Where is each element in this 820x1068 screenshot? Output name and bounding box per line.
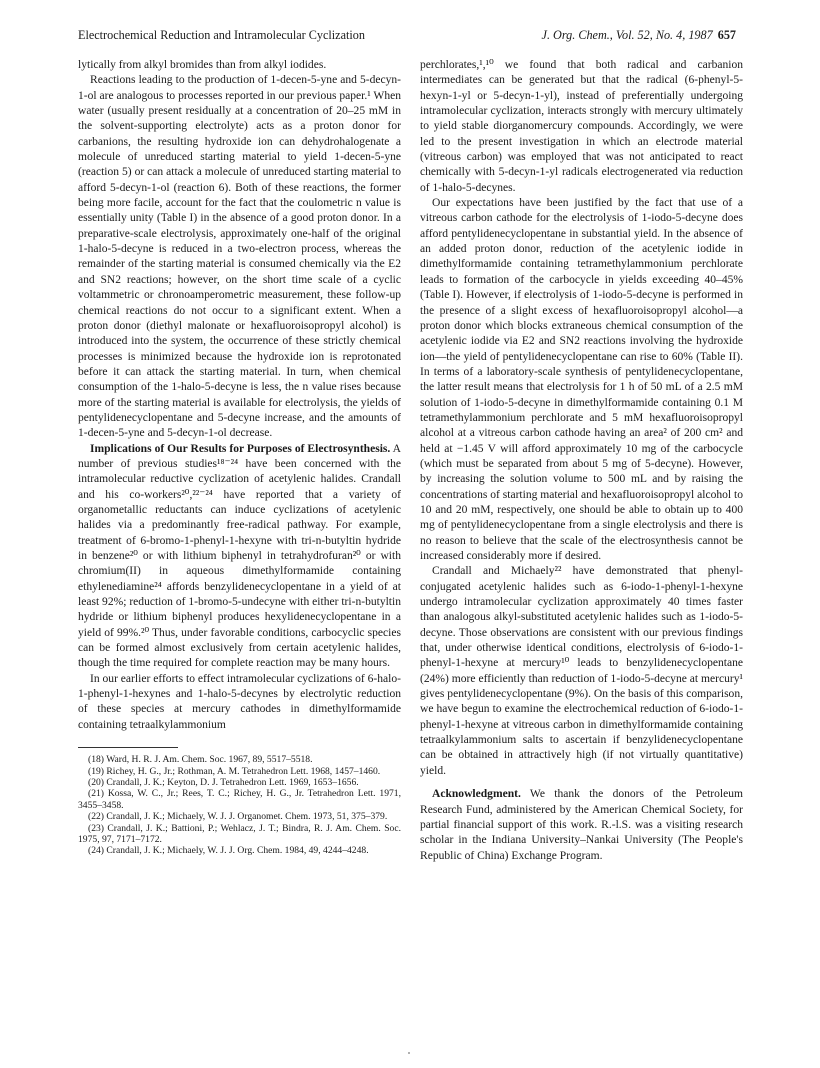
paragraph: Crandall and Michaely²² have demonstrated that phenyl-conjugated acetylenic halides such as 6-iodo-1-phenyl-1-hexyne undergo intramolecular cyclization approximately 40 times faster than analogous alkyl-substituted acetylenic halides such as 1-iodo-5-decyne. Those observations are consistent with our previous findings that, under otherwise identical conditions, electrolysis of 6-iodo-1-phenyl-1-hexyne at mercury¹⁰ leads to benzylidenecyclopentane (24%) more efficiently than reduction of 1-iodo-5-decyne at mercury¹ gives pentylidenecyclopentane (9%). On the basis of this comparison, we have begun to examine the electrochemical reduction of 6-iodo-1-phenyl-1-hexyne at vitreous carbon in dimethylformamide containing tetraalkylammonium salts to ascertain if benzylidenecyclopentane can be obtained in attractively high (if not virtually quantitative) yield. xyxy=(420,565,743,777)
page-number: 657 xyxy=(717,28,736,42)
footnote: (21) Kossa, W. C., Jr.; Rees, T. C.; Richey, H. G., Jr. Tetrahedron Lett. 1971, 3455–3458. xyxy=(78,788,401,811)
footnote-rule xyxy=(78,747,178,748)
paragraph: Our expectations have been justified by the fact that use of a vitreous carbon cathode for the electrolysis of 1-iodo-5-decyne does afford pentylidenecyclopentane in substantial yield. In the absence of an added proton donor, reduction of the acetylenic iodide in dimethylformamide containing tetramethylammonium perchlorate leads to formation of the carbocycle in yields exceeding 40–45% (Table I). However, if electrolysis of 1-iodo-5-decyne is performed in the presence of a slight excess of hexafluoroisopropyl alcohol—a proton donor which blocks extraneous chemical consumption of the acetylenic iodide via E2 and SN2 reactions involving the hydroxide ion—the yield of pentylidenecyclopentane can rise to 60% (Table II). In terms of a laboratory-scale synthesis of pentylidenecyclopentane, the latter result means that electrolysis for 1 h of 50 mL of a 2.5 mM solution of 1-iodo-5-decyne in dimethylformamide containing 0.1 M tetramethylammonium perchlorate and 5 mM hexafluoroisopropyl alcohol at a vitreous carbon cathode having an area² of 200 cm² and held at −1.45 V will afford approximately 10 mg of the carbocycle (which must be separated from about 5 mg of 5-decyne). However, by increasing the solution volume to 500 mL and by raising the concentrations of starting material and hexafluoroisopropyl alcohol to 10 and 20 mM, respectively, one should be able to obtain up to 400 mg of pentylidenecyclopentane from a single electrolysis and there is no reason to believe that the scale of the electrosynthesis cannot be increased considerably more if desired. xyxy=(420,197,743,562)
acknowledgment-heading: Acknowledgment. xyxy=(432,788,521,801)
footnote: (19) Richey, H. G., Jr.; Rothman, A. M. Tetrahedron Lett. 1968, 1457–1460. xyxy=(88,765,381,777)
paragraph: In our earlier efforts to effect intramolecular cyclizations of 6-halo-1-phenyl-1-hexynes and 1-halo-5-decynes by electrolytic reduction of these species at mercury cathodes in dimethylformamide containing tetraalkylammonium xyxy=(78,672,401,731)
acknowledgment-text: We thank the donors of the Petroleum Research Fund, administered by the American Chemical Society, for partial financial support of this work. R.-l.S. was a visiting research scholar in the Indiana University–Nankai University (The People's Republic of China) Exchange Program. xyxy=(420,788,743,862)
footnotes xyxy=(78,754,401,857)
footnote: (20) Crandall, J. K.; Keyton, D. J. Tetrahedron Lett. 1969, 1653–1656. xyxy=(88,776,359,788)
footnote: (23) Crandall, J. K.; Battioni, P.; Wehlacz, J. T.; Bindra, R. J. Am. Chem. Soc. 1975, 97, 7171–7172. xyxy=(78,822,401,845)
page-mark xyxy=(408,1052,410,1054)
footnote: (18) Ward, H. R. J. Am. Chem. Soc. 1967, 89, 5517–5518. xyxy=(88,754,313,766)
paragraph-text: A number of previous studies¹⁸⁻²⁴ have been concerned with the intramolecular reductive cyclization of acetylenic halides. Crandall and his co-workers²⁰,²²⁻²⁴ have reported that a variety of organometallic reductants can induce cyclizations of acetylenic halides via a predominantly free-radical pathway. For example, treatment of 6-bromo-1-phenyl-1-hexyne with tri-n-butyltin hydride in benzene²⁰ or with lithium biphenyl in tetrahydrofuran²⁰ or with chromium(II) in aqueous dimethylformamide containing ethylenediamine²⁴ affords benzylidenecyclopentane in a yield of at least 92%; reduction of 1-bromo-5-undecyne with either tri-n-butyltin hydride or lithium biphenyl produces hexylidenecyclopentane in a yield of 99%.²⁰ Thus, under favorable conditions, carbocyclic species can be formed almost exclusively from certain acetylenic halides, though the time required for complete reaction may be many hours. xyxy=(78,442,401,670)
running-header xyxy=(78,28,736,48)
journal-citation xyxy=(542,28,736,43)
footnote: (24) Crandall, J. K.; Michaely, W. J. J. Org. Chem. 1984, 49, 4244–4248. xyxy=(88,845,369,857)
paragraph: Reactions leading to the production of 1-decen-5-yne and 5-decyn-1-ol are analogous to processes reported in our previous paper.¹ When water (usually present residually at a concentration of 20–25 mM in the solvent-supporting electrolyte) acts as a proton donor for carbanions, the resulting hydroxide ion can dehydrohalogenate a molecule of unreduced starting material to yield 1-decen-5-yne (reaction 5) or can attack a molecule of unreduced starting material to afford 5-decyn-1-ol (reaction 6). Both of these reactions, the former being more facile, account for the fact that the coulometric n value is essentially unity (Table I) in the absence of a good proton donor. In a preparative-scale electrolysis, approximately one-half of the original 1-halo-5-decyne is reduced in a two-electron process, whereas the remainder of the starting material is consumed chemically via the E2 and SN2 reactions; however, on the short time scale of a cyclic voltammetric or chronoamperometric measurement, these follow-up chemical reactions do not occur to a significant extent. When a proton donor (diethyl malonate or hexafluoroisopropyl alcohol) is introduced into the system, the occurrence of these strictly chemical processes is minimized because the hydroxide ion is reprotonated before it can attack the starting material. In turn, when chemical consumption of the 1-halo-5-decyne is less, the n value rises because more of the starting material is available for electrolysis, the yields of pentylidenecyclopentane and 5-decyne increase, and the amounts of 1-decen-5-yne and 5-decyn-1-ol decrease. xyxy=(78,74,401,440)
section-paragraph xyxy=(78,442,401,672)
journal-name: J. Org. Chem., Vol. 52, No. 4, 1987 xyxy=(541,28,713,42)
acknowledgment-paragraph xyxy=(420,787,743,864)
footnote: (22) Crandall, J. K.; Michaely, W. J. J. Organomet. Chem. 1973, 51, 375–379. xyxy=(88,811,388,823)
section-heading: Implications of Our Results for Purposes of Electrosynthesis. xyxy=(90,442,391,455)
paragraph: perchlorates,¹,¹⁰ we found that both radical and carbanion intermediates can be generated but that the radical (6-phenyl-5-hexyn-1-yl or 5-decyn-1-yl), instead of preferentially undergoing intramolecular cyclization, interacts strongly with mercury ultimately to yield stable diorganomercury compounds. Accordingly, we were led to the present investigation in which an electrode material (vitreous carbon) was employed that was not anticipated to react chemically with 5-decyn-1-yl radicals electrogenerated via reduction of 1-halo-5-decynes. xyxy=(420,59,743,194)
right-column xyxy=(420,58,743,864)
paragraph: lytically from alkyl bromides than from alkyl iodides. xyxy=(78,59,327,71)
running-title: Electrochemical Reduction and Intramolecular Cyclization xyxy=(78,28,365,42)
left-column xyxy=(78,58,401,857)
